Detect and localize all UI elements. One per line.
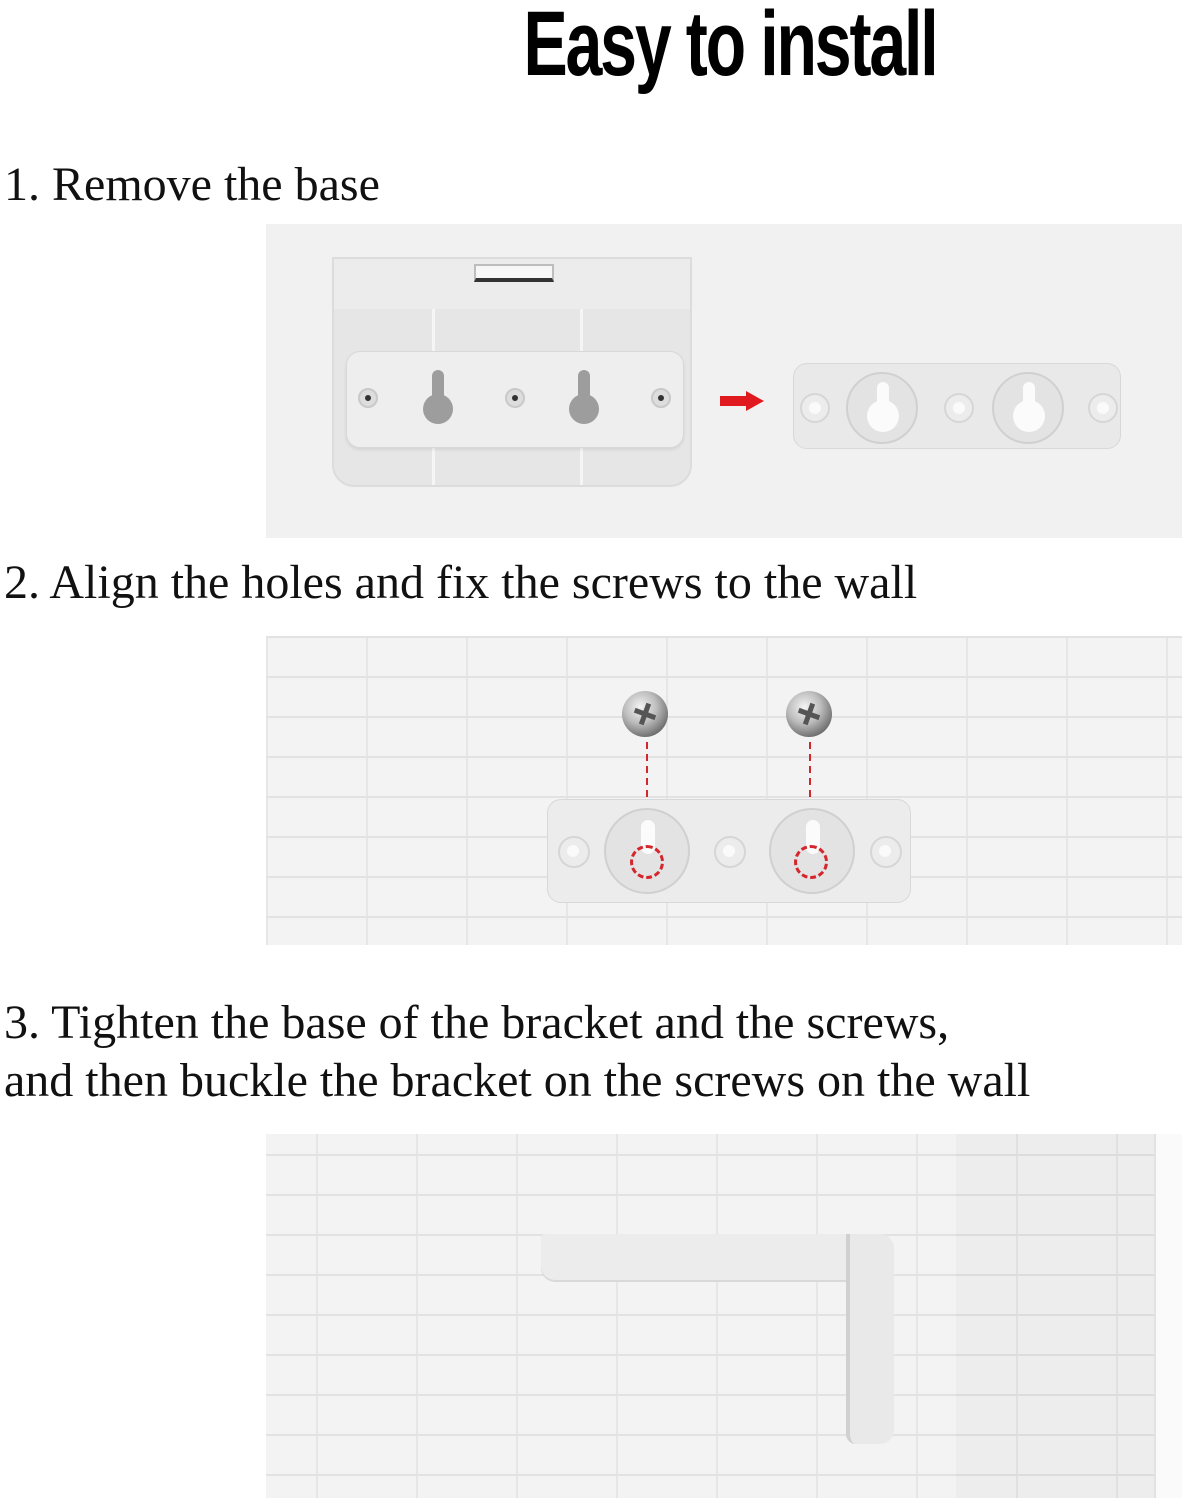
- target-circle-icon: [630, 845, 664, 879]
- arrow-right-icon: [720, 391, 766, 411]
- screw-hole-icon: [358, 388, 378, 408]
- page-title: Easy to install: [523, 0, 937, 95]
- peg-icon: [800, 393, 830, 423]
- step-1-label: 1. Remove the base: [4, 158, 380, 211]
- mounting-plate-removed: [793, 363, 1121, 449]
- peg-icon: [870, 836, 902, 868]
- mounting-plate-on-wall: [547, 799, 911, 903]
- mounting-plate-attached: [346, 351, 684, 448]
- step-1-image: [266, 224, 1182, 538]
- latch-tab: [474, 264, 554, 282]
- bracket-arm: [846, 1234, 894, 1444]
- step-3-image: [266, 1134, 1182, 1498]
- step-3-label-line1: 3. Tighten the base of the bracket and the screws,: [4, 996, 950, 1049]
- keyhole-icon: [569, 370, 599, 426]
- screw-hole-icon: [651, 388, 671, 408]
- screw-icon: [786, 691, 832, 737]
- screw-icon: [622, 691, 668, 737]
- step-2-label: 2. Align the holes and fix the screws to the wall: [4, 556, 918, 609]
- step-3-label-line2: and then buckle the bracket on the screws on the wall: [4, 1054, 1031, 1107]
- keyhole-ring-icon: [992, 372, 1064, 444]
- keyhole-ring-icon: [846, 372, 918, 444]
- peg-icon: [944, 393, 974, 423]
- peg-icon: [1088, 393, 1118, 423]
- keyhole-icon: [423, 370, 453, 426]
- screw-hole-icon: [505, 388, 525, 408]
- base-housing: [332, 257, 692, 487]
- target-circle-icon: [794, 845, 828, 879]
- peg-icon: [558, 836, 590, 868]
- step-3-label: [4, 994, 1030, 1110]
- bracket-shelf: [541, 1234, 871, 1280]
- peg-icon: [714, 836, 746, 868]
- step-2-image: [266, 636, 1182, 945]
